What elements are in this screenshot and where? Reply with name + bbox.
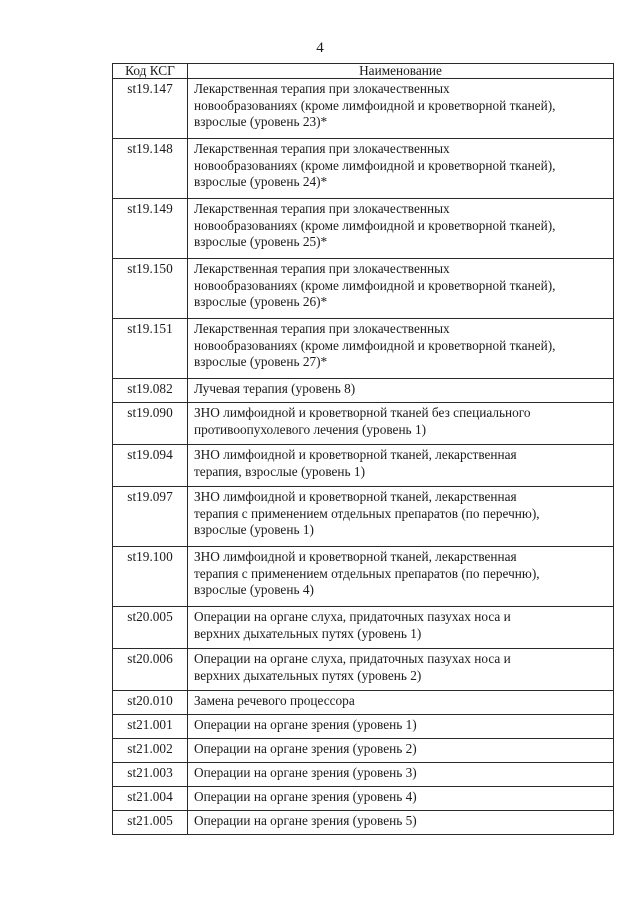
ksg-name-cell [188, 787, 614, 811]
ksg-name-cell [188, 259, 614, 319]
table-row [113, 139, 614, 199]
ksg-code-cell: st19.148 [113, 139, 188, 199]
ksg-name-cell [188, 139, 614, 199]
ksg-name-line: Операции на органе зрения (уровень 3) [194, 765, 417, 780]
ksg-name-line: Лекарственная терапия при злокачественных [194, 81, 450, 96]
table-row [113, 259, 614, 319]
ksg-name-cell [188, 715, 614, 739]
ksg-name-line: терапия с применением отдельных препаратов (по перечню), [194, 565, 540, 581]
table-row [113, 547, 614, 607]
ksg-name-line: Операции на органе зрения (уровень 4) [194, 789, 417, 804]
ksg-code-cell: st19.149 [113, 199, 188, 259]
ksg-code-cell: st20.006 [113, 649, 188, 691]
ksg-name-line: новообразованиях (кроме лимфоидной и кроветворной тканей), [194, 97, 556, 113]
ksg-name-line: новообразованиях (кроме лимфоидной и кроветворной тканей), [194, 157, 556, 173]
ksg-name-cell [188, 649, 614, 691]
page-number: 4 [316, 40, 324, 56]
ksg-code-cell: st19.150 [113, 259, 188, 319]
ksg-name-cell [188, 763, 614, 787]
table-row [113, 649, 614, 691]
ksg-name-line: ЗНО лимфоидной и кроветворной тканей, лекарственная [194, 549, 517, 564]
ksg-name-line: Операции на органе слуха, придаточных пазухах носа и [194, 651, 511, 666]
ksg-name-cell [188, 79, 614, 139]
table-row [113, 715, 614, 739]
ksg-name-cell [188, 403, 614, 445]
ksg-name-cell [188, 487, 614, 547]
ksg-name-line: взрослые (уровень 24)* [194, 174, 328, 189]
table-header-row [113, 64, 614, 79]
ksg-name-line: Операции на органе слуха, придаточных пазухах носа и [194, 609, 511, 624]
ksg-name-line: ЗНО лимфоидной и кроветворной тканей без специального [194, 405, 531, 420]
ksg-code-cell: st21.004 [113, 787, 188, 811]
ksg-name-cell [188, 811, 614, 835]
ksg-name-line: взрослые (уровень 25)* [194, 234, 328, 249]
ksg-name-line: взрослые (уровень 4) [194, 582, 314, 597]
ksg-table [112, 63, 614, 835]
table-row [113, 691, 614, 715]
ksg-name-line: противоопухолевого лечения (уровень 1) [194, 421, 427, 437]
ksg-name-line: взрослые (уровень 23)* [194, 114, 328, 129]
ksg-name-cell [188, 319, 614, 379]
ksg-name-line: Лекарственная терапия при злокачественных [194, 321, 450, 336]
ksg-name-line: ЗНО лимфоидной и кроветворной тканей, лекарственная [194, 489, 517, 504]
ksg-code-cell: st19.147 [113, 79, 188, 139]
table-row [113, 79, 614, 139]
ksg-name-line: Операции на органе зрения (уровень 5) [194, 813, 417, 828]
ksg-name-line: новообразованиях (кроме лимфоидной и кроветворной тканей), [194, 277, 556, 293]
ksg-code-cell: st20.010 [113, 691, 188, 715]
ksg-name-cell [188, 691, 614, 715]
ksg-name-line: Операции на органе зрения (уровень 2) [194, 741, 417, 756]
ksg-name-line: Лекарственная терапия при злокачественных [194, 141, 450, 156]
ksg-code-cell: st19.094 [113, 445, 188, 487]
ksg-name-line: ЗНО лимфоидной и кроветворной тканей, лекарственная [194, 447, 517, 462]
table-row [113, 445, 614, 487]
ksg-name-line: верхних дыхательных путях (уровень 1) [194, 625, 422, 641]
ksg-code-cell: st19.151 [113, 319, 188, 379]
ksg-name-line: новообразованиях (кроме лимфоидной и кроветворной тканей), [194, 217, 556, 233]
table-row [113, 379, 614, 403]
ksg-code-cell: st19.082 [113, 379, 188, 403]
ksg-code-cell: st19.100 [113, 547, 188, 607]
table-row [113, 811, 614, 835]
table-row [113, 607, 614, 649]
table-row [113, 319, 614, 379]
ksg-name-line: Лекарственная терапия при злокачественных [194, 261, 450, 276]
ksg-code-cell: st20.005 [113, 607, 188, 649]
ksg-name-cell [188, 547, 614, 607]
ksg-code-cell: st21.003 [113, 763, 188, 787]
ksg-name-line: взрослые (уровень 27)* [194, 354, 328, 369]
ksg-code-cell: st21.001 [113, 715, 188, 739]
ksg-code-cell: st21.005 [113, 811, 188, 835]
ksg-name-line: взрослые (уровень 26)* [194, 294, 328, 309]
ksg-name-line: взрослые (уровень 1) [194, 522, 314, 537]
ksg-name-line: верхних дыхательных путях (уровень 2) [194, 667, 422, 683]
table-body [113, 79, 614, 835]
ksg-name-cell [188, 445, 614, 487]
ksg-code-cell: st19.090 [113, 403, 188, 445]
ksg-name-cell [188, 739, 614, 763]
ksg-name-line: терапия, взрослые (уровень 1) [194, 463, 365, 479]
table-row [113, 403, 614, 445]
table-row [113, 487, 614, 547]
ksg-code-cell: st19.097 [113, 487, 188, 547]
column-header-name: Наименование [188, 64, 614, 79]
table-row [113, 763, 614, 787]
table-row [113, 787, 614, 811]
ksg-code-cell: st21.002 [113, 739, 188, 763]
ksg-name-line: Замена речевого процессора [194, 693, 355, 708]
column-header-code: Код КСГ [113, 64, 188, 79]
ksg-name-line: Лучевая терапия (уровень 8) [194, 381, 356, 396]
ksg-name-cell [188, 199, 614, 259]
ksg-name-line: Лекарственная терапия при злокачественных [194, 201, 450, 216]
ksg-name-line: новообразованиях (кроме лимфоидной и кроветворной тканей), [194, 337, 556, 353]
ksg-name-cell [188, 379, 614, 403]
ksg-name-line: терапия с применением отдельных препаратов (по перечню), [194, 505, 540, 521]
table-row [113, 739, 614, 763]
ksg-name-line: Операции на органе зрения (уровень 1) [194, 717, 417, 732]
table-row [113, 199, 614, 259]
ksg-name-cell [188, 607, 614, 649]
